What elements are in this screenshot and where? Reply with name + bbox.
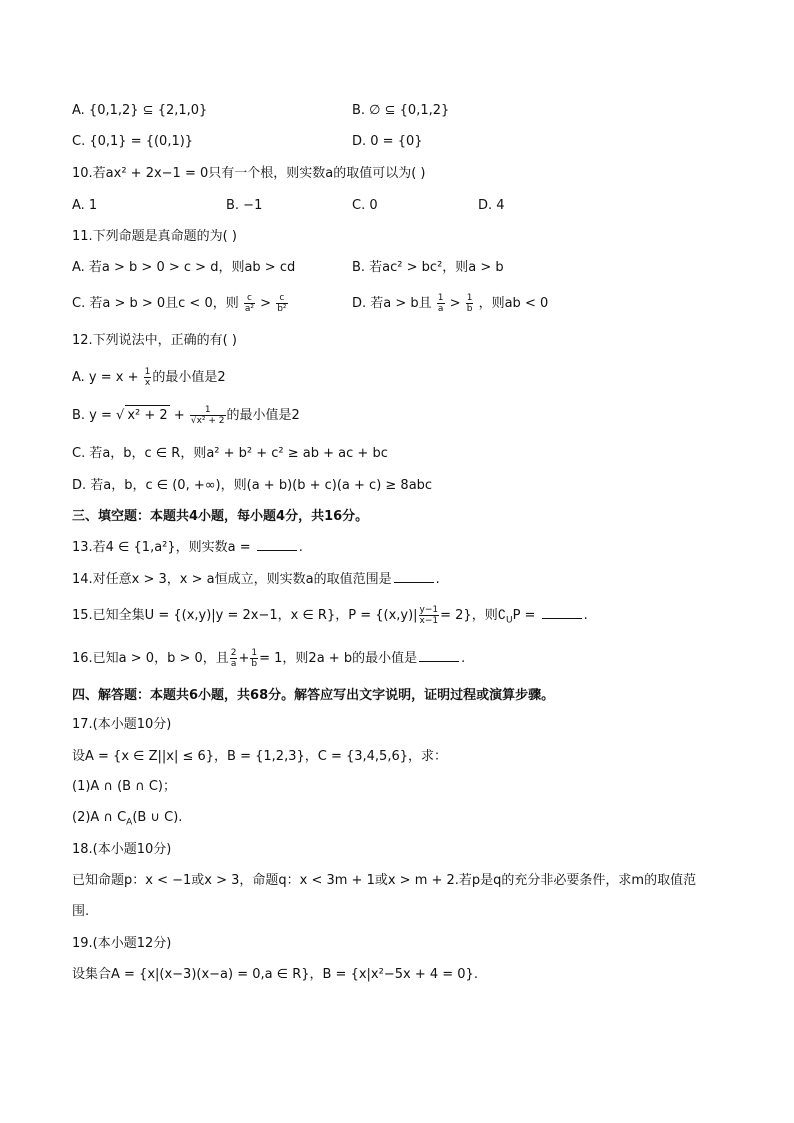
q12-option-d: D. 若a，b，c ∈ (0, +∞)，则(a + b)(b + c)(a + c) ≥ 8abc xyxy=(72,478,433,493)
q10-option-a: A. 1 xyxy=(72,198,98,213)
complement-subscript: A xyxy=(126,817,133,828)
fraction xyxy=(419,605,440,626)
q13-end: . xyxy=(298,540,303,555)
gt-sign: > xyxy=(260,296,272,311)
q10-stem: 10.若ax² + 2x−1 = 0只有一个根，则实数a的取值可以为( ) xyxy=(72,166,426,181)
frac-num: c xyxy=(276,293,287,304)
q9-option-b: B. ∅ ⊆ {0,1,2} xyxy=(352,103,450,118)
section-3-heading: 三、填空题：本题共4小题，每小题4分，共16分。 xyxy=(72,509,369,524)
q18-head: 18.(本小题10分) xyxy=(72,842,172,857)
fraction xyxy=(276,293,287,314)
frac-num: 1 xyxy=(251,648,258,658)
q12-option-a xyxy=(72,367,226,388)
q16 xyxy=(72,648,465,669)
q15-tail: P = xyxy=(512,608,536,623)
frac-den: x xyxy=(144,378,151,388)
fraction xyxy=(250,648,258,669)
q18-line1: 已知命题p：x < −1或x > 3，命题q：x < 3m + 1或x > m + 2.若p是q的充分非必要条件，求m的取值范 xyxy=(72,873,697,888)
answer-blank xyxy=(542,606,582,619)
gt-sign: > xyxy=(449,296,461,311)
q16-mid: = 1，则2a + b的最小值是 xyxy=(259,651,418,666)
q11-option-b: B. 若ac² > bc²，则a > b xyxy=(352,260,504,275)
q17-part2-tail: (B ∪ C). xyxy=(132,810,183,825)
q11-c-text: C. 若a > b > 0且c < 0，则 xyxy=(72,296,239,311)
q12-a-tail: 的最小值是2 xyxy=(152,370,226,385)
q16-end: . xyxy=(461,651,466,666)
q19-head: 19.(本小题12分) xyxy=(72,936,172,951)
answer-blank xyxy=(419,649,459,662)
q12-a-text: A. y = x + xyxy=(72,370,139,385)
q18-line2: 围. xyxy=(72,904,90,919)
q9-option-d: D. 0 = {0} xyxy=(352,134,423,149)
frac-num: c xyxy=(244,293,255,304)
q11-option-c xyxy=(72,293,289,314)
q17-head: 17.(本小题10分) xyxy=(72,717,172,732)
q9-option-c: C. {0,1} = {(0,1)} xyxy=(72,134,194,149)
frac-den: a xyxy=(230,659,237,669)
answer-blank xyxy=(257,538,297,551)
fraction xyxy=(144,367,152,388)
q9-option-a: A. {0,1,2} ⊆ {2,1,0} xyxy=(72,103,208,118)
q15-text: 15.已知全集U = {(x,y)|y = 2x−1，x ∈ R}，P = {(x,y)| xyxy=(72,608,418,623)
q12-b-tail: 的最小值是2 xyxy=(226,408,300,423)
q14-end: . xyxy=(435,572,440,587)
q11-d-tail: ，则ab < 0 xyxy=(478,296,549,311)
complement-subscript: U xyxy=(505,615,513,626)
fraction xyxy=(244,293,255,314)
frac-num: y−1 xyxy=(419,605,439,615)
fraction xyxy=(190,405,226,426)
frac-num: 1 xyxy=(190,405,226,416)
fraction xyxy=(437,293,445,314)
q14-text: 14.对任意x > 3，x > a恒成立，则实数a的取值范围是 xyxy=(72,572,392,587)
frac-num: 2 xyxy=(230,648,237,658)
q10-option-b: B. −1 xyxy=(226,198,263,213)
frac-den: x−1 xyxy=(419,616,439,626)
q12-b-text: B. y = xyxy=(72,408,112,423)
q10-option-d: D. 4 xyxy=(478,198,505,213)
q13 xyxy=(72,538,303,558)
frac-num: 1 xyxy=(144,367,151,377)
frac-den: a² xyxy=(244,304,254,314)
q17-part2 xyxy=(72,808,182,828)
frac-den: a xyxy=(437,304,444,314)
q17-part2-text: (2)A ∩ C xyxy=(72,810,127,825)
q13-text: 13.若4 ∈ {1,a²}，则实数a = xyxy=(72,540,251,555)
frac-num: 1 xyxy=(437,293,444,303)
q15-mid: = 2}，则∁ xyxy=(440,608,506,623)
sqrt-expression: x² + 2 xyxy=(125,405,169,426)
q11-stem: 11.下列命题是真命题的为( ) xyxy=(72,229,237,244)
fraction xyxy=(230,648,238,669)
section-4-heading: 四、解答题：本题共6小题，共68分。解答应写出文字说明，证明过程或演算步骤。 xyxy=(72,688,555,703)
frac-den: b² xyxy=(277,304,287,314)
plus-sign: + xyxy=(173,408,185,423)
frac-num: 1 xyxy=(466,293,473,303)
answer-blank xyxy=(394,570,434,583)
q12-option-b: B. y = √ x² + 2 + $\frac{1}{\text{√x² + 2}}$ 的最小值是2 xyxy=(72,405,300,426)
plus-sign: + xyxy=(238,651,250,666)
q10-option-c: C. 0 xyxy=(352,198,378,213)
q17-line1: 设A = {x ∈ Z||x| ≤ 6}，B = {1,2,3}，C = {3,4,5,6}，求： xyxy=(72,749,447,764)
q11-option-a: A. 若a > b > 0 > c > d，则ab > cd xyxy=(72,260,296,275)
q16-text: 16.已知a > 0，b > 0，且 xyxy=(72,651,229,666)
q17-part1: (1)A ∩ (B ∩ C)； xyxy=(72,779,177,794)
q11-d-text: D. 若a > b且 xyxy=(352,296,432,311)
q19-line1: 设集合A = {x|(x−3)(x−a) = 0,a ∈ R}，B = {x|x²−5x + 4 = 0}. xyxy=(72,967,478,982)
q15-end: . xyxy=(583,608,588,623)
frac-den: √x² + 2 xyxy=(190,416,225,426)
q12-option-c: C. 若a，b，c ∈ R，则a² + b² + c² ≥ ab + ac + bc xyxy=(72,446,388,461)
q11-option-d xyxy=(352,293,548,314)
frac-den: b xyxy=(251,659,258,669)
q15 xyxy=(72,605,588,626)
fraction xyxy=(466,293,474,314)
q12-stem: 12.下列说法中，正确的有( ) xyxy=(72,333,237,348)
frac-den: b xyxy=(466,304,473,314)
q14 xyxy=(72,570,440,590)
